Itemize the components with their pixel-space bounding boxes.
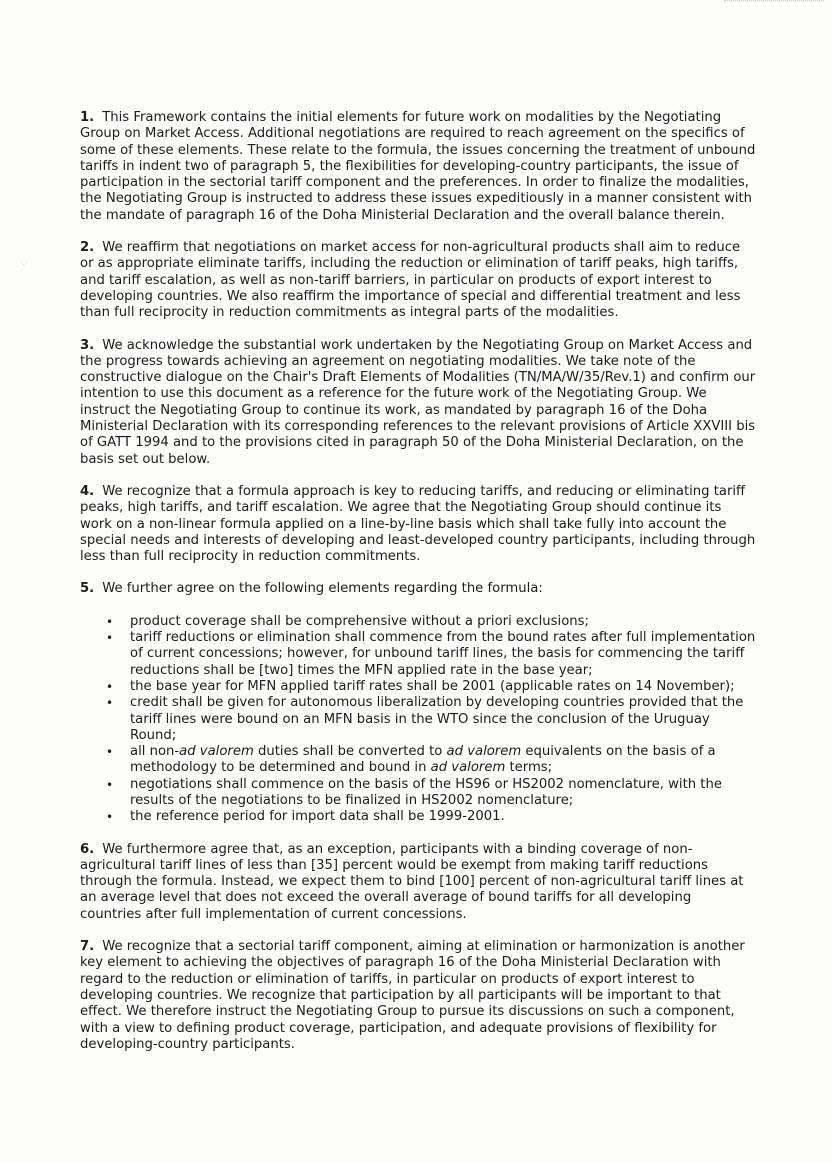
paragraph-text: We further agree on the following elements regarding the formula: [102,581,543,597]
list-item-text: the base year for MFN applied tariff rates shall be 2001 (applicable rates on 14 November); [130,678,735,694]
list-item-text: equivalents on the basis of a methodology to be determined and bound in [130,744,716,776]
paragraph-number: 7. [80,939,95,955]
paragraph-text: We recognize that a formula approach is key to reducing tariffs, and reducing or eliminating tariff peaks, high tariffs, and tariff escalation. We agree that the Negotiating Group should continue its work on a non-linear formula applied on a line-by-line basis which shall take fully into account the special needs and interests of developing and least-developed country participants, including through less than full reciprocity in reduction commitments. [80,483,756,565]
list-item [130,614,756,630]
paragraph-text: We furthermore agree that, as an exception, participants with a binding coverage of non-agricultural tariff lines of less than [35] percent would be exempt from making tariff reductions through the formula. Instead, we expect them to bind [100] percent of non-agricultural tariff lines at an average level that does not exceed the overall average of bound tariffs for all developing countries after full implementation of current concessions. [80,841,744,922]
paragraph-number: 3. [80,337,95,353]
list-item-text: duties shall be converted to [253,744,447,760]
list-item-text: credit shall be given for autonomous liberalization by developing countries provided that the tariff lines were bound on an MFN basis in the WTO since the conclusion of the Uruguay Round; [130,695,744,743]
paragraph-6 [80,842,756,923]
italic-term: ad valorem [179,744,254,760]
list-item [130,809,756,825]
paragraph-text: We reaffirm that negotiations on market access for non-agricultural products shall aim to reduce or as appropriate eliminate tariffs, including the reduction or elimination of tariff peaks, high tariffs, and tariff escalation, as well as non-tariff barriers, in particular on products of export interest to developing countries. We also reaffirm the importance of special and differential treatment and less than full reciprocity in reduction commitments as integral parts of the modalities. [80,240,741,321]
formula-elements-list [80,614,756,826]
paragraph-5 [80,581,756,597]
list-item-text: terms; [505,760,553,776]
paragraph-text: This Framework contains the initial elements for future work on modalities by the Negotiating Group on Market Access. Additional negotiations are required to reach agreement on the specifics of some of these elements. These relate to the formula, the issues concerning the treatment of unbound tariffs in indent two of paragraph 5, the flexibilities for developing-country participants, the issue of participation in the sectorial tariff component and the preferences. In order to finalize the modalities, the Negotiating Group is instructed to address these issues expeditiously in a manner consistent with the mandate of paragraph 16 of the Doha Ministerial Declaration and the overall balance therein. [80,110,756,223]
paragraph-number: 1. [80,110,95,125]
italic-term: ad valorem [430,760,506,776]
italic-term: ad valorem [446,744,522,760]
list-item-text: the reference period for import data shall be 1999-2001. [130,809,505,825]
paragraph-3 [80,338,756,468]
list-item [130,744,756,777]
list-item [130,679,756,695]
paragraph-7 [80,939,756,1053]
list-item-text: all non- [130,744,180,760]
paragraph-1 [80,110,756,224]
scan-edge-mark [724,0,824,1]
paragraph-4 [80,484,756,565]
list-item [130,695,756,744]
paragraph-number: 6. [80,841,95,857]
list-item-text: product coverage shall be comprehensive without a priori exclusions; [130,613,589,629]
document-body [80,110,756,1069]
paragraph-text: We acknowledge the substantial work undertaken by the Negotiating Group on Market Access and the progress towards achieving an agreement on negotiating modalities. We take note of the constructive dialogue on the Chair's Draft Elements of Modalities (TN/MA/W/35/Rev.1) and confirm our intention to use this document as a reference for the future work of the Negotiating Group. We instruct the Negotiating Group to continue its work, as mandated by paragraph 16 of the Doha Ministerial Declaration with its corresponding references to the relevant provisions of Article XXVIII bis of GATT 1994 and to the provisions cited in paragraph 50 of the Doha Ministerial Declaration, on the basis set out below. [80,337,756,467]
list-item-text: tariff reductions or elimination shall commence from the bound rates after full implementation of current concessions; however, for unbound tariff lines, the basis for commencing the tariff reductions shall be [two] times the MFN applied rate in the base year; [130,630,756,678]
paragraph-text: We recognize that a sectorial tariff component, aiming at elimination or harmonization is another key element to achieving the objectives of paragraph 16 of the Doha Ministerial Declaration with regard to the reduction or elimination of tariffs, in particular on products of export interest to developing countries. We recognize that participation by all participants will be important to that effect. We therefore instruct the Negotiating Group to pursue its discussions on such a component, with a view to defining product coverage, participation, and adequate provisions of flexibility for developing-country participants. [80,939,745,1052]
paragraph-2 [80,240,756,321]
list-item-text: negotiations shall commence on the basis of the HS96 or HS2002 nomenclature, with the results of the negotiations to be finalized in HS2002 nomenclature; [130,776,722,808]
list-item [130,777,756,810]
list-item [130,630,756,679]
paragraph-number: 4. [80,483,95,499]
paragraph-number: 2. [80,240,95,256]
paragraph-number: 5. [80,581,95,597]
scan-speck: ˙·˙ [20,262,28,269]
